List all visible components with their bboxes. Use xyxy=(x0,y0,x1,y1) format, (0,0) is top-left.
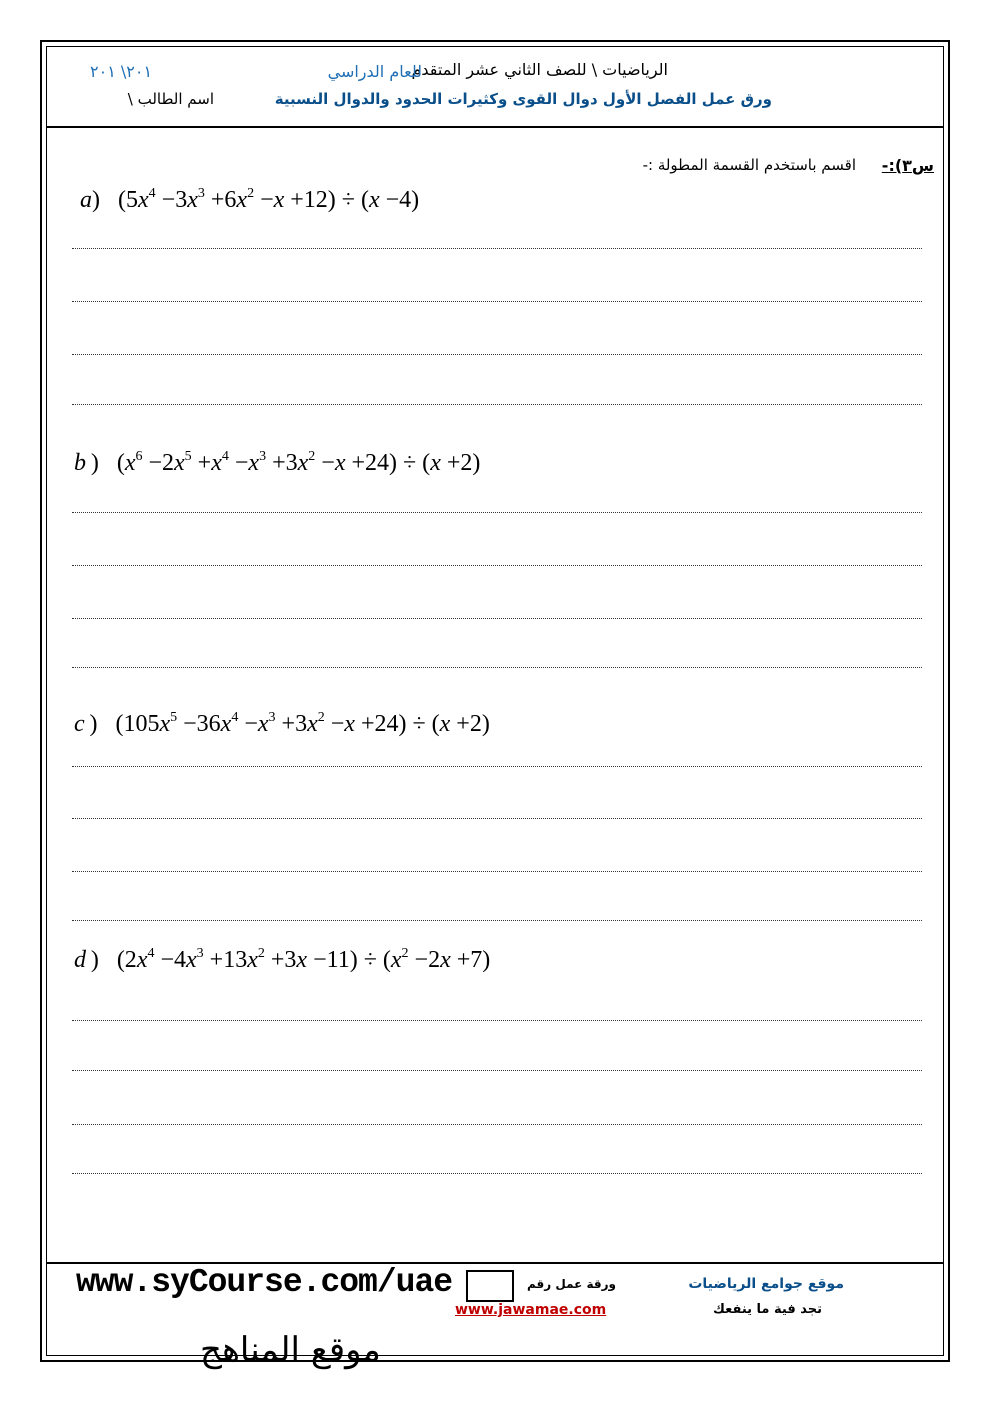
worksheet-title: ورق عمل الفصل الأول دوال القوى وكثيرات الحدود والدوال النسبية xyxy=(274,90,772,108)
answer-line xyxy=(72,404,922,405)
problem-label: a xyxy=(80,187,92,213)
question-instruction: اقسم باستخدم القسمة المطولة :- xyxy=(642,156,856,174)
answer-line xyxy=(72,871,922,872)
header-divider xyxy=(46,126,944,128)
problem-paren: ) xyxy=(89,711,98,737)
problem-c: c ) $(105x^5 -36x^4 -x^3 +3x^2 -x +24) \div (x +2)$ xyxy=(74,710,490,737)
header-year-label: للعام الدراسي xyxy=(327,62,422,81)
answer-line xyxy=(72,354,922,355)
question-number: س٣):- xyxy=(881,156,934,175)
answer-line xyxy=(72,920,922,921)
header-year-value: ٢٠١\ ٢٠١ xyxy=(90,62,153,81)
worksheet-number-label: ورقة عمل رقم xyxy=(527,1277,616,1291)
answer-line xyxy=(72,1173,922,1174)
worksheet-number-box xyxy=(466,1270,514,1302)
answer-line xyxy=(72,818,922,819)
student-name-label: اسم الطالب \ xyxy=(127,90,214,108)
problem-b: b ) $(x^6 -2x^5 +x^4 -x^3 +3x^2 -x +24) \div (x +2)$ xyxy=(74,449,481,476)
answer-line xyxy=(72,1124,922,1125)
answer-line xyxy=(72,565,922,566)
problem-label: d xyxy=(74,947,86,973)
problem-a: a) $(5x^4 -3x^3 +6x^2 -x +12) \div (x -4)$ xyxy=(80,186,420,213)
answer-line xyxy=(72,512,922,513)
answer-line xyxy=(72,766,922,767)
answer-line xyxy=(72,1020,922,1021)
problem-d: d ) $(2x^4 -4x^3 +13x^2 +3x -11) \div (x^2 -2x +7)$ xyxy=(74,946,491,973)
answer-line xyxy=(72,301,922,302)
site-slogan: تجد فية ما ينفعك xyxy=(713,1302,822,1317)
header-subject-line: الرياضيات \ للصف الثاني عشر المتقدم xyxy=(411,60,668,79)
answer-line xyxy=(72,667,922,668)
site-name: موقع جوامع الرياضيات xyxy=(688,1276,844,1292)
watermark-url[interactable]: www.syCourse.com/uae xyxy=(76,1264,453,1301)
page-inner-border xyxy=(46,46,944,1356)
problem-label: c xyxy=(74,711,85,737)
website-link[interactable]: www.jawamae.com xyxy=(455,1302,607,1318)
answer-line xyxy=(72,1070,922,1071)
answer-line xyxy=(72,248,922,249)
watermark-arabic: موقع المناهج xyxy=(200,1330,381,1370)
problem-paren: ) xyxy=(90,947,99,973)
problem-paren: ) xyxy=(90,450,99,476)
problem-label: b xyxy=(74,450,86,476)
problem-paren: ) xyxy=(92,187,100,213)
answer-line xyxy=(72,618,922,619)
